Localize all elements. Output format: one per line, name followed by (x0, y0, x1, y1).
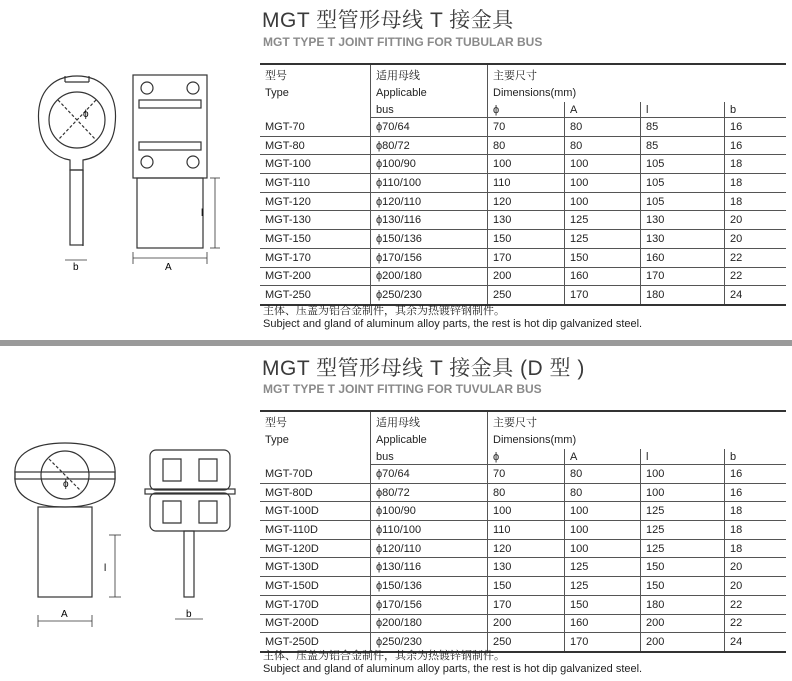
cell-bus: ϕ80/72 (371, 483, 488, 502)
cell-model: MGT-100D (260, 502, 371, 521)
cell-A: 100 (565, 502, 641, 521)
cell-l: 170 (641, 267, 725, 286)
cell-bus: ϕ200/180 (371, 267, 488, 286)
cell-model: MGT-130 (260, 211, 371, 230)
cell-l: 130 (641, 230, 725, 249)
cell-bus: ϕ170/156 (371, 595, 488, 614)
cell-b: 18 (725, 155, 787, 174)
A-label: A (165, 262, 172, 273)
cell-model: MGT-200 (260, 267, 371, 286)
cell-model: MGT-150 (260, 230, 371, 249)
cell-A: 80 (565, 136, 641, 155)
l-label: l (201, 208, 204, 219)
cell-b: 18 (725, 502, 787, 521)
cell-b: 16 (725, 465, 787, 484)
cell-A: 170 (565, 286, 641, 305)
clamp-top-side-d (150, 450, 230, 490)
col-bus-header: 适用母线 Applicable (371, 64, 488, 102)
section1-note: 主体、压盖为铝合金制件，其余为热镀锌钢制件。 Subject and gland of aluminum alloy parts, the rest is hot dip galvanized steel. (263, 305, 643, 330)
section2-title-en: MGT TYPE T JOINT FITTING FOR TUVULAR BUS (263, 382, 542, 396)
cell-l: 85 (641, 118, 725, 137)
cell-phi: 100 (488, 502, 565, 521)
stem-plate (70, 170, 83, 245)
section2-note: 主体、压盖为铝合金制件，其余为热镀锌钢制件。 Subject and gland of aluminum alloy parts, the rest is hot dip galvanized steel. (263, 650, 643, 675)
table-row (260, 558, 786, 577)
cell-A: 100 (565, 192, 641, 211)
table-row (260, 577, 786, 596)
cell-b: 20 (725, 230, 787, 249)
table-header-row (260, 64, 786, 102)
cell-bus: ϕ70/64 (371, 118, 488, 137)
col-model-header: 型号 Type (260, 411, 371, 449)
b-label: b (73, 262, 79, 273)
cell-phi: 70 (488, 465, 565, 484)
cell-model: MGT-250D (260, 633, 371, 652)
cell-bus: ϕ70/64 (371, 465, 488, 484)
cell-A: 170 (565, 633, 641, 652)
cell-b: 20 (725, 558, 787, 577)
cell-A: 100 (565, 539, 641, 558)
section1-title-en: MGT TYPE T JOINT FITTING FOR TUBULAR BUS (263, 35, 543, 49)
cell-l: 150 (641, 558, 725, 577)
cell-model: MGT-200D (260, 614, 371, 633)
table-row (260, 633, 786, 652)
cell-b: 22 (725, 267, 787, 286)
cell-A: 125 (565, 558, 641, 577)
cell-bus: ϕ100/90 (371, 155, 488, 174)
cell-b: 16 (725, 118, 787, 137)
table-row (260, 118, 786, 137)
cell-b: 18 (725, 539, 787, 558)
cell-phi: 110 (488, 521, 565, 540)
cell-model: MGT-100 (260, 155, 371, 174)
table-row (260, 174, 786, 193)
cell-phi: 200 (488, 614, 565, 633)
table-subheader-row: bus ϕ A l b (260, 449, 786, 465)
cell-model: MGT-120 (260, 192, 371, 211)
cell-model: MGT-110D (260, 521, 371, 540)
cell-bus: ϕ120/110 (371, 192, 488, 211)
table-row (260, 192, 786, 211)
table-row (260, 595, 786, 614)
cell-phi: 70 (488, 118, 565, 137)
table-row (260, 211, 786, 230)
cell-phi: 110 (488, 174, 565, 193)
cell-phi: 130 (488, 211, 565, 230)
cell-l: 105 (641, 155, 725, 174)
cell-l: 125 (641, 502, 725, 521)
cell-l: 85 (641, 136, 725, 155)
cell-phi: 100 (488, 155, 565, 174)
cell-model: MGT-80D (260, 483, 371, 502)
cell-A: 125 (565, 230, 641, 249)
cell-bus: ϕ150/136 (371, 577, 488, 596)
cell-b: 20 (725, 211, 787, 230)
cell-l: 200 (641, 633, 725, 652)
section2-title-zh: MGT 型管形母线 T 接金具 (D 型 ) (262, 357, 585, 380)
phi-label-d: ϕ (63, 479, 69, 490)
cell-phi: 250 (488, 633, 565, 652)
cell-b: 20 (725, 577, 787, 596)
table-row (260, 230, 786, 249)
cell-b: 18 (725, 174, 787, 193)
clamp-bottom-side-d (150, 493, 230, 531)
b-label-d: b (186, 609, 192, 620)
cell-l: 100 (641, 483, 725, 502)
table-row (260, 155, 786, 174)
cell-model: MGT-70 (260, 118, 371, 137)
cell-A: 80 (565, 118, 641, 137)
table-row (260, 502, 786, 521)
cell-bus: ϕ170/156 (371, 248, 488, 267)
table-row (260, 267, 786, 286)
cell-model: MGT-80 (260, 136, 371, 155)
cell-phi: 130 (488, 558, 565, 577)
spec-table-2 (260, 410, 786, 653)
cell-bus: ϕ110/100 (371, 521, 488, 540)
cell-b: 22 (725, 595, 787, 614)
cell-l: 180 (641, 286, 725, 305)
col-model-header: 型号 Type (260, 64, 371, 102)
cell-bus: ϕ80/72 (371, 136, 488, 155)
clamp-body-front (38, 76, 115, 170)
cell-phi: 80 (488, 136, 565, 155)
cell-b: 24 (725, 286, 787, 305)
stem-front-d (38, 507, 92, 597)
cell-phi: 150 (488, 230, 565, 249)
cell-l: 125 (641, 521, 725, 540)
stem-side-d (184, 531, 194, 597)
cell-phi: 120 (488, 192, 565, 211)
spec-table-1 (260, 63, 786, 306)
cell-phi: 80 (488, 483, 565, 502)
cell-model: MGT-110 (260, 174, 371, 193)
A-label-d: A (61, 609, 68, 620)
cell-l: 125 (641, 539, 725, 558)
cell-phi: 170 (488, 595, 565, 614)
cell-phi: 200 (488, 267, 565, 286)
section-divider (0, 340, 792, 346)
cell-model: MGT-170D (260, 595, 371, 614)
table-row (260, 539, 786, 558)
table-row (260, 521, 786, 540)
cell-bus: ϕ250/230 (371, 633, 488, 652)
col-dims-header: 主要尺寸 Dimensions(mm) (488, 64, 787, 102)
cell-model: MGT-120D (260, 539, 371, 558)
cell-A: 100 (565, 521, 641, 540)
cell-A: 125 (565, 211, 641, 230)
cell-b: 16 (725, 483, 787, 502)
cell-model: MGT-170 (260, 248, 371, 267)
table-row (260, 465, 786, 484)
cell-l: 160 (641, 248, 725, 267)
table-row (260, 614, 786, 633)
cell-bus: ϕ100/90 (371, 502, 488, 521)
cell-model: MGT-70D (260, 465, 371, 484)
cell-b: 22 (725, 614, 787, 633)
table-subheader-row: bus ϕ A l b (260, 102, 786, 118)
cell-bus: ϕ120/110 (371, 539, 488, 558)
cell-bus: ϕ150/136 (371, 230, 488, 249)
cell-phi: 170 (488, 248, 565, 267)
cell-bus: ϕ130/116 (371, 211, 488, 230)
l-label-d: l (104, 563, 107, 574)
cell-b: 24 (725, 633, 787, 652)
cell-A: 150 (565, 595, 641, 614)
cell-A: 100 (565, 174, 641, 193)
section1-title-zh: MGT 型管形母线 T 接金具 (262, 9, 514, 32)
cell-model: MGT-130D (260, 558, 371, 577)
stem-side (137, 178, 203, 248)
cell-b: 18 (725, 521, 787, 540)
table-row (260, 136, 786, 155)
cell-A: 150 (565, 248, 641, 267)
cell-A: 80 (565, 483, 641, 502)
cell-l: 200 (641, 614, 725, 633)
cell-A: 80 (565, 465, 641, 484)
cell-b: 16 (725, 136, 787, 155)
cell-l: 130 (641, 211, 725, 230)
cell-A: 100 (565, 155, 641, 174)
cell-l: 100 (641, 465, 725, 484)
section2-drawing (5, 435, 240, 630)
cell-bus: ϕ130/116 (371, 558, 488, 577)
clamp-body-side (133, 75, 207, 178)
cell-phi: 250 (488, 286, 565, 305)
col-dims-header: 主要尺寸 Dimensions(mm) (488, 411, 787, 449)
table-row (260, 483, 786, 502)
cell-l: 180 (641, 595, 725, 614)
cell-bus: ϕ250/230 (371, 286, 488, 305)
cell-bus: ϕ110/100 (371, 174, 488, 193)
cell-model: MGT-250 (260, 286, 371, 305)
col-bus-header: 适用母线 Applicable (371, 411, 488, 449)
cell-A: 160 (565, 614, 641, 633)
cell-model: MGT-150D (260, 577, 371, 596)
cell-A: 160 (565, 267, 641, 286)
table-row (260, 248, 786, 267)
cell-l: 105 (641, 174, 725, 193)
table-row (260, 286, 786, 305)
table-header-row (260, 411, 786, 449)
cell-b: 22 (725, 248, 787, 267)
cell-b: 18 (725, 192, 787, 211)
cell-phi: 150 (488, 577, 565, 596)
phi-label: ϕ (83, 109, 89, 120)
cell-l: 105 (641, 192, 725, 211)
cell-A: 125 (565, 577, 641, 596)
cell-phi: 120 (488, 539, 565, 558)
cell-bus: ϕ200/180 (371, 614, 488, 633)
cell-l: 150 (641, 577, 725, 596)
section1-drawing (25, 70, 225, 275)
